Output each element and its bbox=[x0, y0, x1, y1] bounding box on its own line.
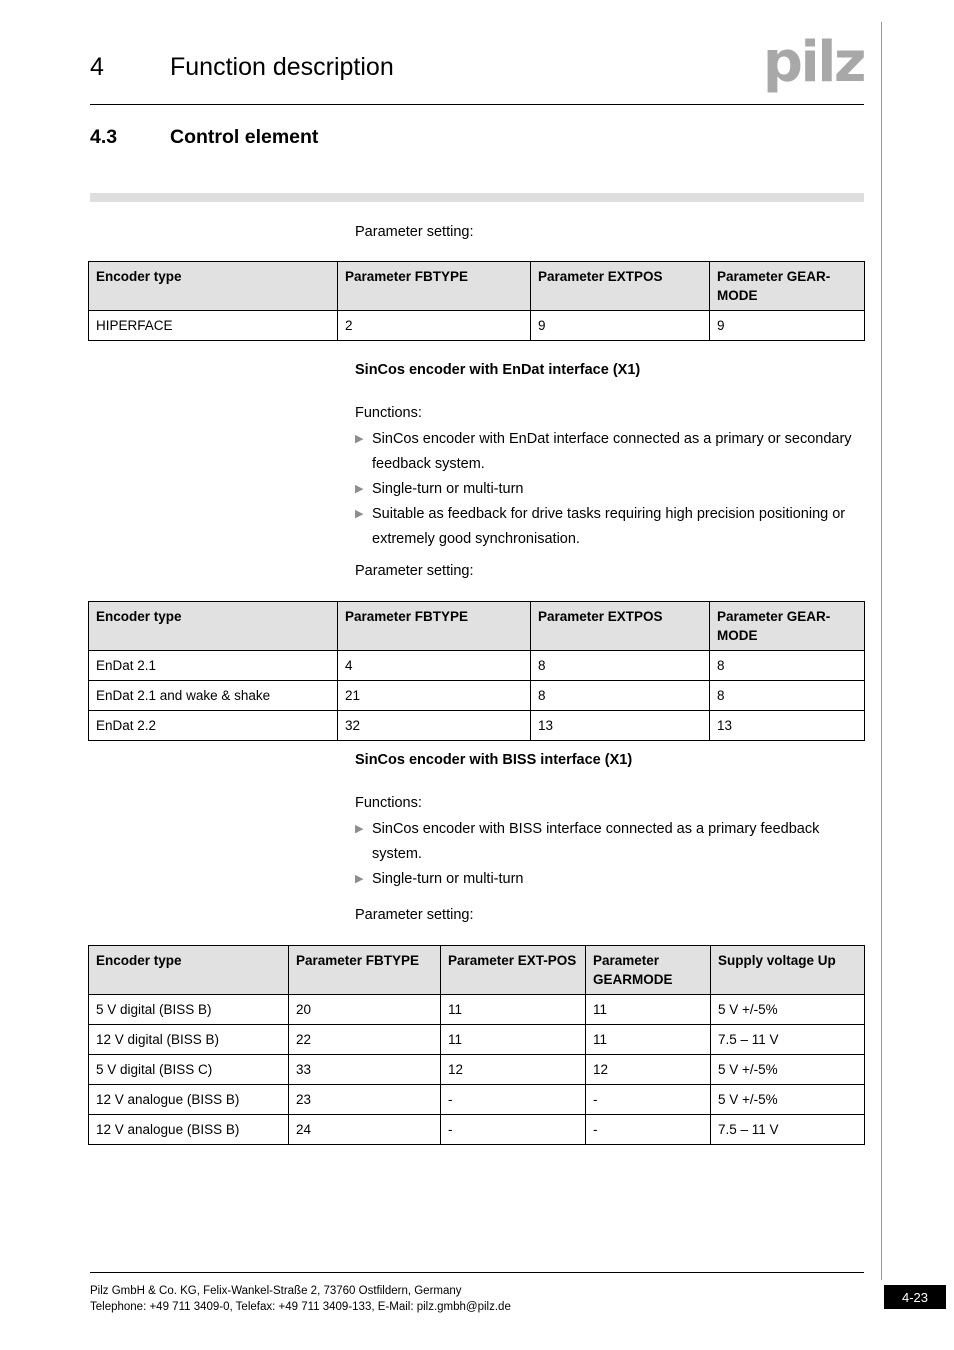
list-item-text: Suitable as feedback for drive tasks requiring high precision positioning or extremely good synchronisation. bbox=[372, 506, 846, 547]
table-cell: 7.5 – 11 V bbox=[711, 1115, 865, 1145]
table-cell: 24 bbox=[289, 1115, 441, 1145]
table-endat bbox=[88, 601, 865, 741]
column-header: Parameter FBTYPE bbox=[338, 602, 531, 651]
chapter-number: 4 bbox=[90, 53, 104, 81]
table-hiperface bbox=[88, 261, 865, 341]
section-heading bbox=[90, 124, 864, 150]
table-row bbox=[89, 711, 865, 741]
column-header: Encoder type bbox=[89, 946, 289, 995]
chapter-heading bbox=[90, 52, 864, 86]
table-cell: 8 bbox=[710, 651, 865, 681]
list-item bbox=[355, 477, 867, 502]
table-cell: - bbox=[441, 1115, 586, 1145]
table-cell: 9 bbox=[531, 311, 710, 341]
column-header: Supply voltage Up bbox=[711, 946, 865, 995]
column-header: Parameter GEAR-MODE bbox=[710, 602, 865, 651]
table-row bbox=[89, 681, 865, 711]
footer-address bbox=[90, 1283, 511, 1315]
table-biss bbox=[88, 945, 865, 1145]
table-cell: 20 bbox=[289, 995, 441, 1025]
endat-functions-list bbox=[355, 427, 867, 552]
parameter-setting-label-1: Parameter setting: bbox=[355, 224, 474, 240]
endat-section-heading: SinCos encoder with EnDat interface (X1) bbox=[355, 362, 641, 378]
table-cell: 12 bbox=[441, 1055, 586, 1085]
table-cell: 7.5 – 11 V bbox=[711, 1025, 865, 1055]
chapter-title: Function description bbox=[170, 53, 394, 81]
table-cell: 4 bbox=[338, 651, 531, 681]
table-row bbox=[89, 1085, 865, 1115]
right-margin-rule bbox=[881, 22, 882, 1280]
pilz-logo: pilz bbox=[762, 30, 864, 95]
table-row bbox=[89, 995, 865, 1025]
table-cell: 9 bbox=[710, 311, 865, 341]
table-row bbox=[89, 651, 865, 681]
footer-divider bbox=[90, 1272, 864, 1273]
triangle-bullet-icon: ▶ bbox=[355, 508, 364, 520]
footer-line-1: Pilz GmbH & Co. KG, Felix-Wankel-Straße 2, 73760 Ostfildern, Germany bbox=[90, 1285, 462, 1297]
table-cell: 5 V digital (BISS B) bbox=[89, 995, 289, 1025]
list-item bbox=[355, 817, 867, 867]
table-row bbox=[89, 1115, 865, 1145]
table-cell: 12 V analogue (BISS B) bbox=[89, 1115, 289, 1145]
table-cell: 5 V +/-5% bbox=[711, 1085, 865, 1115]
column-header: Encoder type bbox=[89, 262, 338, 311]
table-header-row bbox=[89, 262, 865, 311]
table-cell: EnDat 2.2 bbox=[89, 711, 338, 741]
list-item-text: SinCos encoder with EnDat interface connected as a primary or secondary feedback system. bbox=[372, 431, 852, 472]
endat-functions-label: Functions: bbox=[355, 405, 422, 421]
table-cell: 33 bbox=[289, 1055, 441, 1085]
table-cell: 5 V digital (BISS C) bbox=[89, 1055, 289, 1085]
table-cell: - bbox=[586, 1115, 711, 1145]
biss-functions-label: Functions: bbox=[355, 795, 422, 811]
list-item-text: SinCos encoder with BISS interface connected as a primary feedback system. bbox=[372, 821, 820, 862]
list-item bbox=[355, 427, 867, 477]
table-cell: 8 bbox=[710, 681, 865, 711]
table-cell: - bbox=[586, 1085, 711, 1115]
table-cell: 12 bbox=[586, 1055, 711, 1085]
column-header: Encoder type bbox=[89, 602, 338, 651]
table-cell: 21 bbox=[338, 681, 531, 711]
table-row bbox=[89, 311, 865, 341]
triangle-bullet-icon: ▶ bbox=[355, 873, 364, 885]
table-cell: 8 bbox=[531, 651, 710, 681]
column-header: Parameter FBTYPE bbox=[289, 946, 441, 995]
table-cell: 5 V +/-5% bbox=[711, 995, 865, 1025]
footer-line-2: Telephone: +49 711 3409-0, Telefax: +49 711 3409-133, E-Mail: pilz.gmbh@pilz.de bbox=[90, 1301, 511, 1313]
table-cell: HIPERFACE bbox=[89, 311, 338, 341]
biss-section-heading: SinCos encoder with BISS interface (X1) bbox=[355, 752, 633, 768]
table-cell: 13 bbox=[710, 711, 865, 741]
table-row bbox=[89, 1055, 865, 1085]
table-cell: EnDat 2.1 bbox=[89, 651, 338, 681]
table-header-row bbox=[89, 602, 865, 651]
table-cell: 23 bbox=[289, 1085, 441, 1115]
table-header-row bbox=[89, 946, 865, 995]
column-header: Parameter GEARMODE bbox=[586, 946, 711, 995]
triangle-bullet-icon: ▶ bbox=[355, 823, 364, 835]
section-number: 4.3 bbox=[90, 126, 118, 148]
table-cell: 8 bbox=[531, 681, 710, 711]
table-cell: 13 bbox=[531, 711, 710, 741]
header-divider bbox=[90, 104, 864, 105]
section-accent-band bbox=[90, 193, 864, 202]
table-cell: 5 V +/-5% bbox=[711, 1055, 865, 1085]
table-cell: - bbox=[441, 1085, 586, 1115]
triangle-bullet-icon: ▶ bbox=[355, 483, 364, 495]
table-cell: EnDat 2.1 and wake & shake bbox=[89, 681, 338, 711]
table-cell: 32 bbox=[338, 711, 531, 741]
triangle-bullet-icon: ▶ bbox=[355, 433, 364, 445]
table-cell: 22 bbox=[289, 1025, 441, 1055]
table-cell: 12 V analogue (BISS B) bbox=[89, 1085, 289, 1115]
page-number-badge: 4-23 bbox=[884, 1285, 946, 1309]
table-cell: 11 bbox=[441, 1025, 586, 1055]
table-row bbox=[89, 1025, 865, 1055]
list-item-text: Single-turn or multi-turn bbox=[372, 481, 524, 497]
table-cell: 12 V digital (BISS B) bbox=[89, 1025, 289, 1055]
column-header: Parameter FBTYPE bbox=[338, 262, 531, 311]
table-cell: 11 bbox=[586, 995, 711, 1025]
table-cell: 11 bbox=[441, 995, 586, 1025]
list-item bbox=[355, 867, 867, 892]
column-header: Parameter EXTPOS bbox=[531, 262, 710, 311]
column-header: Parameter EXT-POS bbox=[441, 946, 586, 995]
parameter-setting-label-3: Parameter setting: bbox=[355, 907, 474, 923]
biss-functions-list bbox=[355, 817, 867, 892]
list-item bbox=[355, 502, 867, 552]
section-title: Control element bbox=[170, 126, 319, 148]
column-header: Parameter EXTPOS bbox=[531, 602, 710, 651]
table-cell: 2 bbox=[338, 311, 531, 341]
table-cell: 11 bbox=[586, 1025, 711, 1055]
column-header: Parameter GEAR-MODE bbox=[710, 262, 865, 311]
parameter-setting-label-2: Parameter setting: bbox=[355, 563, 474, 579]
list-item-text: Single-turn or multi-turn bbox=[372, 871, 524, 887]
